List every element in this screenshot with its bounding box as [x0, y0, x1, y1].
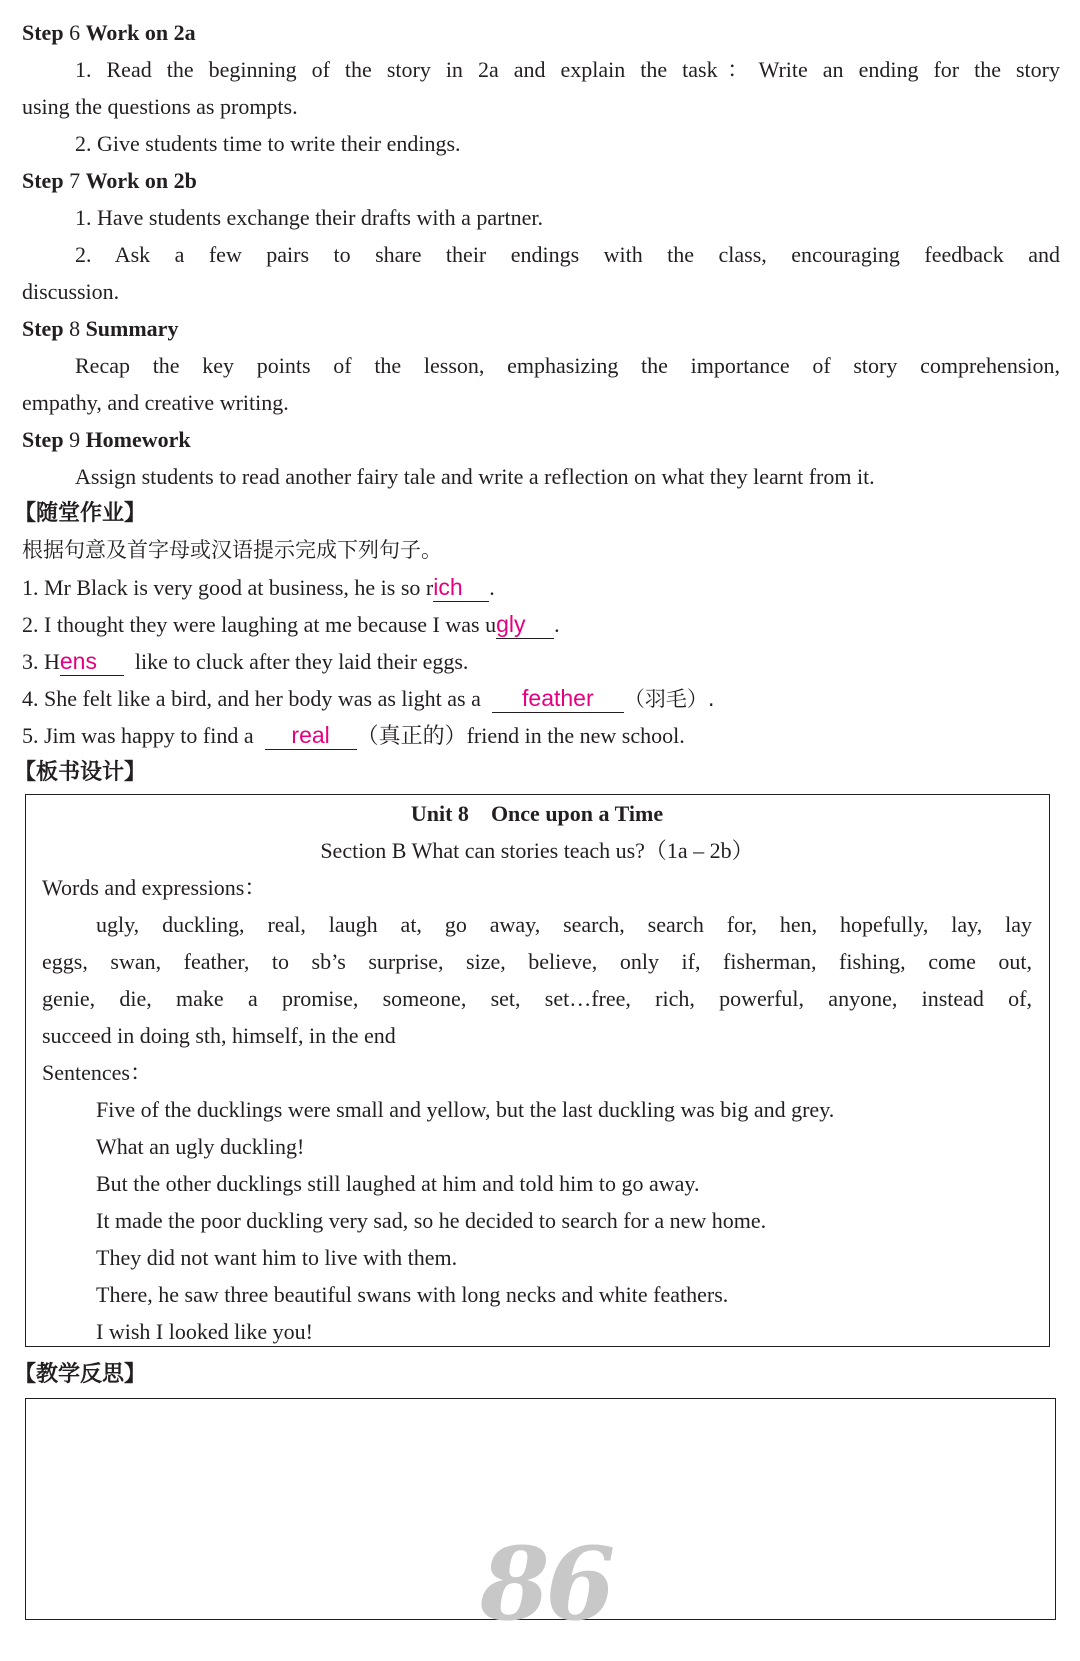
answer-blank: ich	[433, 573, 489, 602]
board-sentence: They did not want him to live with them.	[96, 1245, 458, 1270]
exercise-q2: 2. I thought they were laughing at me because I was ugly .	[22, 611, 560, 637]
step-8-item-1-cont: empathy, and creative writing.	[22, 390, 289, 415]
board-words-line: genie, die, make a promise, someone, set, set…free, rich, powerful, anyone, instead of,	[42, 986, 1032, 1011]
step-9-heading: Step 9 Homework	[22, 427, 191, 452]
exercise-q3: 3. Hens like to cluck after they laid their eggs.	[22, 648, 469, 674]
exercise-q4: 4. She felt like a bird, and her body was as light as a feather （羽毛）.	[22, 685, 715, 711]
board-sentence: I wish I looked like you!	[96, 1319, 313, 1344]
board-sentence: What an ugly duckling!	[96, 1134, 305, 1159]
board-sentence: It made the poor duckling very sad, so he decided to search for a new home.	[96, 1208, 767, 1233]
board-heading: 【板书设计】	[14, 760, 147, 785]
board-sentences-label: Sentences：	[42, 1060, 152, 1085]
board-sentence: Five of the ducklings were small and yellow, but the last duckling was big and grey.	[96, 1097, 835, 1122]
board-design-box	[25, 794, 1050, 1347]
board-sentence: There, he saw three beautiful swans with long necks and white feathers.	[96, 1282, 729, 1307]
step-6-heading: Step 6 Work on 2a	[22, 20, 196, 45]
step-8-heading: Step 8 Summary	[22, 316, 179, 341]
board-sentence: But the other ducklings still laughed at him and told him to go away.	[96, 1171, 700, 1196]
exercise-heading: 【随堂作业】	[14, 501, 147, 526]
board-unit-title: Unit 8 Once upon a Time	[410, 801, 664, 826]
reflection-heading: 【教学反思】	[14, 1362, 147, 1387]
exercise-instruction: 根据句意及首字母或汉语提示完成下列句子。	[22, 538, 442, 562]
step-6-item-1-cont: using the questions as prompts.	[22, 94, 298, 119]
step-6-item-1: 1. Read the beginning of the story in 2a and explain the task：Write an ending for the story	[75, 57, 1060, 82]
page-number: 86	[480, 1525, 612, 1643]
board-words-line: succeed in doing sth, himself, in the end	[42, 1023, 396, 1048]
step-9-item-1: Assign students to read another fairy tale and write a reflection on what they learnt from it.	[75, 464, 875, 489]
board-words-line: ugly, duckling, real, laugh at, go away, search, search for, hen, hopefully, lay, lay	[96, 912, 1032, 937]
exercise-q1: 1. Mr Black is very good at business, he is so rich .	[22, 574, 495, 600]
step-7-heading: Step 7 Work on 2b	[22, 168, 197, 193]
step-7-item-2-cont: discussion.	[22, 279, 120, 304]
board-words-line: eggs, swan, feather, to sb’s surprise, size, believe, only if, fisherman, fishing, come out,	[42, 949, 1032, 974]
step-7-item-2: 2. Ask a few pairs to share their endings with the class, encouraging feedback and	[75, 242, 1060, 267]
answer-blank: gly	[496, 610, 554, 639]
step-6-item-2: 2. Give students time to write their endings.	[75, 131, 461, 156]
step-8-item-1: Recap the key points of the lesson, emphasizing the importance of story comprehension,	[75, 353, 1060, 378]
answer-blank: feather	[492, 684, 624, 713]
board-words-label: Words and expressions：	[42, 875, 267, 900]
exercise-q5: 5. Jim was happy to find a real （真正的）friend in the new school.	[22, 722, 685, 748]
answer-blank: ens	[60, 647, 124, 676]
lesson-page	[14, 14, 1060, 791]
answer-blank: real	[265, 721, 357, 750]
board-section-title: Section B What can stories teach us?（1a – 2b）	[320, 838, 754, 863]
step-7-item-1: 1. Have students exchange their drafts with a partner.	[75, 205, 543, 230]
